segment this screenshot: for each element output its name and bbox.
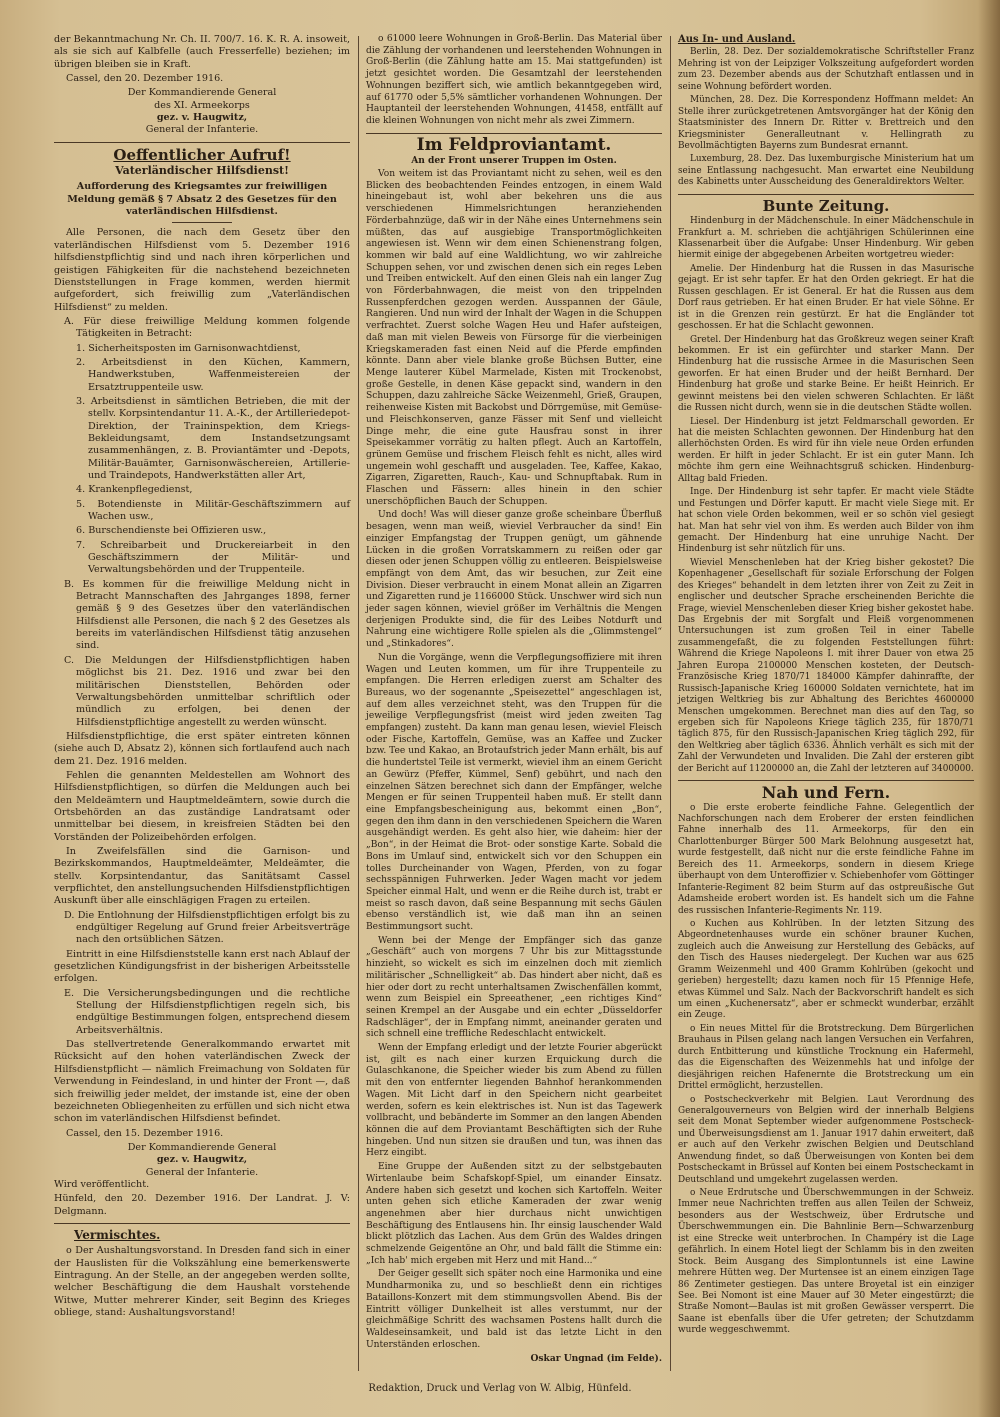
decree-signature-line: des XI. Armeekorps bbox=[154, 99, 250, 111]
column-divider-2 bbox=[670, 36, 671, 1371]
column-2 bbox=[366, 34, 662, 1367]
publication-note: Wird veröffentlicht. bbox=[54, 1178, 150, 1190]
page-edge-shadow bbox=[978, 0, 1000, 1417]
bunte-paragraph: Hindenburg in der Mädchenschule. In einer Mädchenschule in Frankfurt a. M. schrieben die achtjährigen Schülerinnen eine Klassenarbeit über die Aufgabe: Unser Hindenburg. Wir geben hiermit einige der abgegebenen Arbeiten wortgetreu wieder: bbox=[678, 216, 974, 261]
decree-text: der Bekanntmachung Nr. Ch. II. 700/7. 16. K. R. A. insoweit, als sie sich auf Kalbfelle (auch Fresserfelle) beziehen; im übrigen bleiben sie in Kraft. bbox=[54, 34, 350, 70]
short-rule bbox=[172, 222, 232, 223]
column-3 bbox=[678, 34, 974, 1339]
article-subtitle: An der Front unserer Truppen im Osten. bbox=[411, 155, 617, 167]
call-paragraph: Fehlen die genannten Meldestellen am Wohnort des Hilfsdienstpflichtigen, so dürfen die Meldungen auch bei den Meldeämtern und Hauptmeldeämtern, sowie durch die Ortsbehörden an das zuständige Landratsamt oder unmittelbar bei diesem, in kreisfreien Städten bei den Vorständen der Polizeibehörden erfolgen. bbox=[54, 769, 350, 843]
imprint-footer: Redaktion, Druck und Verlag von W. Albig, Hünfeld. bbox=[368, 1383, 632, 1394]
section-rule bbox=[54, 1223, 350, 1224]
article-author: Oskar Ungnad (im Felde). bbox=[530, 1353, 662, 1365]
vermischtes-item: o Der Aushaltungsvorstand. In Dresden fand sich in einer der Hauslisten für die Volkszählung eine bemerkenswerte Eintragung. An der Stelle, an der angegeben werden sollte, welcher Beschäftigung die dem Haushalt vorstehende Witwe, Mutter mehrerer Kinder, seit Beginn des Krieges obliege, stand: Aushaltungsvorstand! bbox=[54, 1245, 350, 1318]
nah-item: o Die erste eroberte feindliche Fahne. Gelegentlich der Nachforschungen nach dem Eroberer der ersten feindlichen Fahne innerhalb des 11. Armeekorps, für den ein Charlottenburger Bürger 500 Mark Belohnung ausgesetzt hat, wurde festgestellt, daß nicht nur die erste feindliche Fahne im Bereich des 11. Armeekorps, sondern in diesem Kriege überhaupt von dem Unteroffizier v. Schiebenhofer vom Göttinger Infanterie-Regiment 82 beim Sturm auf das ostpreußische Gut Adamsheide erobert worden ist. Es handelt sich um die Fahne des russischen Infanterie-Regiments Nr. 119. bbox=[678, 802, 974, 916]
call-signature-line: Der Kommandierende General bbox=[127, 1141, 277, 1153]
call-section-d: D. Die Entlohnung der Hilfsdienstpflichtigen erfolgt bis zu endgültiger Regelung auf Grund freier Arbeitsverträge nach den ortsüblichen Sätzen. bbox=[64, 909, 350, 946]
article-paragraph: Und doch! Was will dieser ganze große scheinbare Überfluß besagen, wenn man weiß, wieviel Verbraucher da sind! Ein einziger Empfangstag der Truppen genügt, um gähnende Lücken in die großen Vorratskammern zu reißen oder gar diesen oder jenen Schuppen völlig zu entleeren. Beispielsweise empfängt von dem Amt, das wir besuchen, zur Zeit eine Division. Dieser verbraucht in einem Monat allein an Zigarren und Zigaretten rund je 1166000 Stück. Unschwer wird sich nun jeder sagen können, wieviel größer im Verhältnis die Mengen derjenigen Produkte sind, die für des Leibes Notdurft und Nahrung eine wichtigere Rolle spielen als die „Glimmstengel“ und „Stinkadores“. bbox=[366, 510, 662, 650]
section-rule bbox=[54, 142, 350, 143]
ausland-item: Luxemburg, 28. Dez. Das luxemburgische Ministerium hat um seine Entlassung nachgesucht. Man erwartet eine Neubildung des Kabinetts unter Ausscheidung des Generaldirektors Welter. bbox=[678, 154, 974, 188]
article-paragraph: Wenn der Empfang erledigt und der letzte Fourier abgerückt ist, gilt es nach einer kurzen Erquickung durch die Gulaschkanone, die Speicher wieder bis zum Abend zu füllen mit den von entfernter liegenden Bahnhof herankommenden Wagen. Mit Licht darf in den Speichern nicht gearbeitet werden, sofern es kein elektrisches ist. Nun ist das Tagewerk vollbracht, und bebänderte im Sommer an den langen Abenden können die auf dem Proviantamt Beschäftigten sich der Ruhe hingeben. Und nun sitzen sie draußen und tun, was ihnen das Herz eingibt. bbox=[366, 1043, 662, 1159]
call-section-b: B. Es kommen für die freiwillige Meldung nicht in Betracht Mannschaften des Jahrganges 1898, ferner gemäß § 9 des Gesetzes über den vaterländischen Hilfsdienst alle Personen, die nach § 2 des Gesetzes als bereits im vaterländischen Hilfsdienst tätig anzusehen sind. bbox=[64, 578, 350, 652]
bunte-paragraph: Wieviel Menschenleben hat der Krieg bisher gekostet? Die Kopenhagener „Gesellschaft für soziale Erforschung der Folgen des Krieges“ behandelt in dem letzten ihrer von Zeit zu Zeit in englischer und deutscher Sprache erscheinenden Berichte die Frage, wieviel Menschenleben dieser Krieg bisher gekostet habe. Das Ergebnis der mit Sorgfalt und Fleiß vorgenommenen Untersuchungen ist zum großen Teil in einer Tabelle zusammengefaßt, die zu folgenden Feststellungen führt: Während die Kriege Napoleons I. mit ihrer Dauer von etwa 25 Jahren Europa 2100000 Menschen kosteten, der Deutsch-Französische Krieg 1870/71 184000 Kämpfer dahinraffte, der Russisch-Japanische Krieg 160000 Soldaten vernichtete, hat im jetzigen Weltkrieg bis zur Abhaltung des Berichtes 4600000 Menschen umgekommen. Berechnet man dies auf den Tag, so ergeben sich für Napoleons Kriege täglich 235, für 1870/71 täglich 875, für den Russisch-Japanischen Krieg täglich 292, für den Weltkrieg aber täglich 6336. Ähnlich verhält es sich mit der Zahl der Verwundeten und Invaliden. Die Zahl der ersteren gibt der Bericht auf 11200000 an, die Zahl der letzteren auf 3400000. bbox=[678, 557, 974, 774]
section-title-vermischtes: Vermischtes. bbox=[74, 1227, 161, 1242]
section-title-bunte-zeitung: Bunte Zeitung. bbox=[762, 196, 890, 215]
call-paragraph: Hilfsdienstpflichtige, die erst später eintreten können (siehe auch D, Absatz 2), können sich fortlaufend auch nach dem 21. Dez. 1916 melden. bbox=[54, 730, 350, 767]
call-section-a: A. Für diese freiwillige Meldung kommen folgende Tätigkeiten in Betracht: bbox=[64, 315, 350, 340]
column-1 bbox=[54, 34, 350, 1321]
section-rule bbox=[366, 133, 662, 134]
news-berlin-housing: o 61000 leere Wohnungen in Groß-Berlin. Das Material über die Zählung der vorhandenen und leerstehenden Wohnungen in Groß-Berlin (die Zählung hatte am 15. Mai stattgefunden) ist jetzt gesichtet worden. Die Gesamtzahl der leerstehenden Wohnungen beziffert sich, wie amtlich bekanntgegeben wird, auf 61770 oder 5,5% sämtlicher vorhandenen Wohnungen. Der Hauptanteil der leerstehenden Wohnungen, 41458, entfällt auf die kleinen Wohnungen von nicht mehr als zwei Zimmern. bbox=[366, 34, 662, 126]
call-item: 3. Arbeitsdienst in sämtlichen Betrieben, die mit der stellv. Korpsintendantur 11. A.-K., der Artilleriedepot-Direktion, der Traininspektion, dem Kriegs-Bekleidungsamt, dem Instandsetzungsamt zusammenhängen, z. B. Proviantämter und -Depots, Militär-Bauämter, Garnisonwäschereien, Artillerie- und Traindepots, Handwerkstätten aller Art, bbox=[76, 395, 350, 481]
call-signature-name: gez. v. Haugwitz, bbox=[156, 1154, 248, 1166]
call-item: 5. Botendienste in Militär-Geschäftszimmern auf Wachen usw., bbox=[76, 498, 350, 523]
decree-signature-line: General der Infanterie. bbox=[145, 124, 259, 136]
call-subtitle: Vaterländischer Hilfsdienst! bbox=[115, 164, 289, 178]
call-title: Oeffentlicher Aufruf! bbox=[113, 145, 291, 164]
call-item: 4. Krankenpflegedienst, bbox=[76, 484, 193, 496]
decree-signature-name: gez. v. Haugwitz, bbox=[156, 112, 248, 124]
section-title-nah-und-fern: Nah und Fern. bbox=[761, 783, 891, 803]
bunte-paragraph: Gretel. Der Hindenburg hat das Großkreuz wegen seiner Kraft bekommen. Er ist ein gefürchter und starker Mann. Der Hindenburg hat die russische Armee in die Masurischen Seen geworfen. Er hat einen Bruder und der heißt Bernhard. Der Hindenburg hat große und starke Beine. Er heißt Heinrich. Er gewinnt meistens bei den vielen schweren Schlachten. Er läßt die Russen nicht durch, wenn sie in die deutschen Städte wollen. bbox=[678, 334, 974, 414]
column-divider-1 bbox=[358, 36, 359, 1371]
call-section-e: E. Die Versicherungsbedingungen und die rechtliche Stellung der Hilfsdienstpflichtigen regeln sich, bis endgültige Bestimmungen folgen, entsprechend diesem Arbeitsverhältnis. bbox=[64, 987, 350, 1036]
call-item: 6. Burschendienste bei Offizieren usw., bbox=[76, 525, 267, 537]
section-title-ausland: Aus In- und Ausland. bbox=[678, 34, 796, 45]
call-date: Cassel, den 15. Dezember 1916. bbox=[66, 1127, 224, 1139]
ausland-item: München, 28. Dez. Die Korrespondenz Hoffmann meldet: An Stelle ihrer zurückgetretenen Amtsvorgänger hat der König den Staatsminister des Innern Dr. Ritter v. Brettreich und den Kriegsminister Generalleutnant v. Hellingrath zu Bevollmächtigten Bayerns zum Bundesrat ernannt. bbox=[678, 95, 974, 151]
call-closing: Das stellvertretende Generalkommando erwartet mit Rücksicht auf den hohen vaterländischen Zweck der Hilfsdienstpflicht — nämlich Freimachung von Soldaten für Verwendung in Feindesland, in und hinter der Front —, daß sich freiwillig jeder meldet, der imstande ist, eine der oben bezeichneten Obliegenheiten zu erfüllen und sich nicht etwa schon im vaterländischen Hilfsdienst befindet. bbox=[54, 1039, 350, 1125]
call-item: 1. Sicherheitsposten im Garnisonwachtdienst, bbox=[76, 342, 301, 354]
article-paragraph: Von weitem ist das Proviantamt nicht zu sehen, weil es den Blicken des beobachtenden Feindes entzogen, in einem Wald hineingebaut ist, wohl aber bekehren uns die aus verschiedenen Himmelsrichtungen heranziehenden Förderbahnzüge, daß wir in der Nähe eines Unternehmens sein müßten, das auf ausgiebige Transportmöglichkeiten angewiesen ist. Wenn wir dem einen Schienenstrang folgen, kommen wir bald auf eine Waldlichtung, wo wir zahlreiche Schuppen sehen, vor und zwischen denen sich ein reges Leben und Treiben entwickelt. Auf den einen Gleis nah ein langer Zug von Förderbahnwagen, die meist von den trippelnden Russenpferdchen gezogen werden. Ausspannen der Gäule, Rangieren. Und nun wird der Inhalt der Wagen in die Schuppen verfrachtet. Zuerst solche Wagen Heu und Hafer aufsteigen, daß man mit vielen Beweis von Fürsorge für die vierbeinigen Kriegskameraden fast einen Neid auf die Pferde empfinden könnte. Dann aber viele blanke große Büchsen Butter, eine Menge lauterer Kübel Marmelade, Kisten mit Trockenobst, große Gestelle, in denen Käse gepackt sind, wandern in den Schuppen, dazu zahlreiche Säcke Weizenmehl, Grieß, Graupen, reihenweise Kisten mit Backobst und Dörrgemüse, mit Gemüse- und Fleischkonserven, ganze Fässer mit Senf und vielleicht Dinge mehr, die eine gute Hausfrau sonst in ihrer Speisekammer vorrätig zu halten pflegt. Auch an Kartoffeln, grünem Gemüse und frischem Fleisch fehlt es nicht, alles wird ungemein wohl geschafft und ausgeladen. Tee, Kaffee, Kakao, Zigarren, Zigaretten, Rauch-, Kau- und Schnupftabak. Rum in Flaschen und Fässern: alles hinein in den schier unerschöpflichen Bauch der Schuppen. bbox=[366, 169, 662, 507]
call-paragraph: Eintritt in eine Hilfsdienststelle kann erst nach Ablauf der gesetzlichen Kündigungsfrist in der bisherigen Arbeitsstelle erfolgen. bbox=[54, 948, 350, 985]
decree-signature-line: Der Kommandierende General bbox=[127, 87, 277, 99]
section-rule bbox=[678, 780, 974, 781]
call-signature-line: General der Infanterie. bbox=[145, 1166, 259, 1178]
bunte-paragraph: Liesel. Der Hindenburg ist jetzt Feldmarschall geworden. Er hat die meisten Schlachten gewonnen. Der Hindenburg hat den allerhöchsten Orden. Es wird für ihn viele neue Orden erfunden werden. Er hilft in jeder Schlacht. Er ist ein guter Mann. Ich möchte ihm gern eine Weihnachtsgruß schicken. Hindenburg-Alltag bald Frieden. bbox=[678, 416, 974, 484]
call-section-c: C. Die Meldungen der Hilfsdienstpflichtigen haben möglichst bis 21. Dez. 1916 und zwar bei den militärischen Dienststellen, Behörden oder Verwaltungsbehörden unmittelbar schriftlich oder mündlich zu erfolgen, bei denen der Hilfsdienstpflichtige angestellt zu werden wünscht. bbox=[64, 654, 350, 728]
ausland-item: Berlin, 28. Dez. Der sozialdemokratische Schriftsteller Franz Mehring ist von der Leipziger Volkszeitung aufgefordert worden zum 23. Dezember abends aus der Schutzhaft entlassen und in seine Wohnung befördert worden. bbox=[678, 47, 974, 92]
nah-item: o Ein neues Mittel für die Brotstreckung. Dem Bürgerlichen Brauhaus in Pilsen gelang nach langen Versuchen ein Verfahren, durch Entbitterung und künstliche Trocknung ein Hafermehl, das die Eigenschaften des Weizenmehls hat und infolge der diesjährigen reichen Hafenernte die Brotstreckung um ein Drittel ermöglicht, herzustellen. bbox=[678, 1023, 974, 1092]
article-paragraph: Eine Gruppe der Außenden sitzt zu der selbstgebauten Wirtenlaube beim Schafskopf-Spiel, um einander Einsatz. Andere haben sich gesetzt und kochen sich Kartoffeln. Weiter unten gehen sich etliche Kameraden der zwar wenig angenehmen aber hier durchaus nicht unwichtigen Beschäftigung des Entlausens hin. Ihr einsig lauschender Wald blickt plötzlich das Lachen. Aus dem Grün des Waldes dringen schmelzende Geigentöne an Ohr, und bald fällt die Stimme ein: „Ich hab' mich ergeben mit Herz und mit Hand...“ bbox=[366, 1162, 662, 1266]
article-paragraph: Der Geiger gesellt sich später noch eine Harmonika und eine Mundharmonika zu, und so beschließt denn ein richtiges Bataillons-Konzert mit dem stimmungsvollen Abend. Bis der Eintritt völliger Dunkelheit ist alles verstummt, nur der gleichmäßige Schritt des wachsamen Postens hallt durch die Waldeseinsamkeit, und bald ist das letzte Licht in den Unterständen erloschen. bbox=[366, 1269, 662, 1350]
call-paragraph: In Zweifelsfällen sind die Garnison- und Bezirkskommandos, Hauptmeldeämter, Meldeämter, die stellv. Korpsintendantur, das Sanitätsamt Cassel verpflichtet, den anstellungsuchenden Hilfsdienstpflichtigen Auskunft über alle einschlägigen Fragen zu erteilen. bbox=[54, 845, 350, 907]
nah-item: o Postscheckverkehr mit Belgien. Laut Verordnung des Generalgouverneurs von Belgien wird der innerhalb Belgiens seit dem Monat September wieder aufgenommene Postscheck- und Überweisungsdienst am 1. Januar 1917 dahin erweitert, daß er auch auf den Verkehr zwischen Belgien und Deutschland Anwendung findet, so daß Überweisungen von Konten bei dem Postscheckamt in Brüssel auf Konten bei einem Postscheckamt in Deutschland und umgekehrt zugelassen werden. bbox=[678, 1094, 974, 1185]
article-title-feldproviantamt: Im Feldproviantamt. bbox=[416, 134, 612, 155]
call-heading: Aufforderung des Kriegsamtes zur freiwilligen Meldung gemäß § 7 Absatz 2 des Gesetzes für den vaterländischen Hilfsdienst. bbox=[67, 181, 337, 218]
bunte-paragraph: Inge. Der Hindenburg ist sehr tapfer. Er macht viele Städte und Festungen und Dörfer kaputt. Er macht viele Siege mit. Er hat schon viele Orden bekommen, weil er so schön viel gesiegt hat. Man hat sehr viel von ihm. Es werden auch Bilder von ihm gemacht. Der Hindenburg hat eine unruhige Nacht. Der Hindenburg ist sehr nützlich für uns. bbox=[678, 487, 974, 555]
bunte-paragraph: Amelie. Der Hindenburg hat die Russen in das Masurische gejagt. Er ist sehr tapfer. Er hat den Orden gekriegt. Er hat die Russen geschlagen. Er ist General. Er hat die Russen aus dem Dorf raus getrieben. Er hat einen Bruder. Er hat viele Söhne. Er ist in die Grenzen rein gestürzt. Er hat die Engländer tot geschossen. Er hat die Schlacht gewonnen. bbox=[678, 263, 974, 332]
decree-date: Cassel, den 20. Dezember 1916. bbox=[66, 73, 224, 85]
nah-item: o Neue Erdrutsche und Überschwemmungen in der Schweiz. Immer neue Nachrichten treffen aus allen Teilen der Schweiz, besonders aus der Westschweiz, über Erdrutsche und Überschwemmungen ein. Die Bahnlinie Bern—Schwarzenburg ist eine Strecke weit unterbrochen. In Champéry ist die Lage gefährlich. In einem Hotel liegt der Schlamm bis in den zweiten Stock. Beim Ausgang des Simplontunnels ist eine Lawine mehrere Hütten weg. Der Murtensee ist an einem einzigen Tage 86 Zentimeter gestiegen. Das untere Broyetal ist ein einziger See. Bei Nomont ist eine Mauer auf 30 Meter eingestürzt; die Straße Nomont—Baulas ist mit großen Gewässer versperrt. Die Saane ist ebenfalls über die Ufer getreten; der Schutzdamm wurde weggeschwemmt. bbox=[678, 1188, 974, 1336]
call-intro: Alle Personen, die nach dem Gesetz über den vaterländischen Hilfsdienst vom 5. Dezember 1916 hilfsdienstpflichtig sind und nach ihren körperlichen und geistigen Fähigkeiten für die nachstehend bezeichneten Dienststellungen in Frage kommen, werden hiermit aufgefordert, sich freiwillig zum „Vaterländischen Hilfsdienst“ zu melden. bbox=[54, 227, 350, 313]
call-item: 7. Schreibarbeit und Druckereiarbeit in den Geschäftszimmern der Militär- und Verwaltungsbehörden und der Truppenteile. bbox=[76, 539, 350, 576]
nah-item: o Kuchen aus Kohlrüben. In der letzten Sitzung des Abgeordnetenhauses wurde ein schöner brauner Kuchen, zugleich auch die Anweisung zur Herstellung des Gebäcks, auf den Tisch des Hauses niedergelegt. Der Kuchen war aus 625 Gramm Weizenmehl und 400 Gramm Kohlrüben (gekocht und gerieben) hergestellt; dazu kamen noch für 15 Pfennige Hefe, etwas Kümmel und Salz. Nach der Backvorschrift handelt es sich um einen „Kuchenersatz“, aber er schmeckt wunderbar, erzählt ein Zeuge. bbox=[678, 918, 974, 1021]
call-item: 2. Arbeitsdienst in den Küchen, Kammern, Handwerkstuben, Waffenmeistereien der Ersatztruppenteile usw. bbox=[76, 356, 350, 393]
section-rule bbox=[678, 194, 974, 195]
publication-signature: Hünfeld, den 20. Dezember 1916. Der Landrat. J. V: Delgmann. bbox=[54, 1193, 350, 1217]
article-paragraph: Wenn bei der Menge der Empfänger sich das ganze „Geschäft“ auch von morgens 7 Uhr bis zur Mittagsstunde hinzieht, so wickelt es sich im einzelnen doch mit ziemlich militärischer „Schnelligkeit“ ab. Das hindert aber nicht, daß es hier oder dort zu recht unterhaltsamen Zwischenfällen kommt, wenn zum Beispiel ein Spreeathener, „een richtiges Kind“ seinen Krempel an der Ausgabe und ein echter „Düsseldorfer Radschläger“, der in Empfang nimmt, aneinander geraten und sich schnell eine treffliche Redeschlacht entwickelt. bbox=[366, 935, 662, 1040]
article-paragraph: Nun die Vorgänge, wenn die Verpflegungsoffiziere mit ihren Wagen und Leuten kommen, um für ihre Truppenteile zu empfangen. Die Herren erledigen zuerst am Schalter des Bureaus, wo der sogenannte „Speisezettel“ angeschlagen ist, auf dem alles verzeichnet steht, was den Truppen für die jeweilige Verpflegungsfrist (meist wird jeden zweiten Tag empfangen) zusteht. Da kann man genau lesen, wieviel Fleisch oder Fische, Kartoffeln, Gemüse, was an Kaffee und Zucker bzw. Tee und Kakao, an Brotaufstrich jeder Mann erhält, bis auf die hundertstel Teile ist vermerkt, wieviel ihm an einem Gericht an Gewürz (Pfeffer, Kümmel, Senf) gebührt, und nach den einzelnen Sätzen berechnet sich dann der Empfänger, welche Mengen er für seinen Truppenteil haben muß. Er stellt dann eine Empfangsbescheinigung aus, bekommt einen „Bon“, gegen den ihm dann in den verschiedenen Speichern die Waren ausgehändigt werden. Es geht also hier, wie daheim: hier der „Bon“, in der Heimat die Brot- oder sonstige Karte. Sobald die Bons im Umlauf sind, entwickelt sich vor den Schuppen ein tolles Durcheinander von Wagen, Pferden, von zu fogar sechsspännigen Fuhrwerken. Jeder Wagen macht vor jedem Speicher einmal Halt, und wenn er die Reihe durch ist, trabt er meist so rasch davon, daß seine Bespannung mit sechs Gäulen ebenso verständlich ist, wie daß man ihn an seinen Bestimmungsort sucht. bbox=[366, 652, 662, 933]
